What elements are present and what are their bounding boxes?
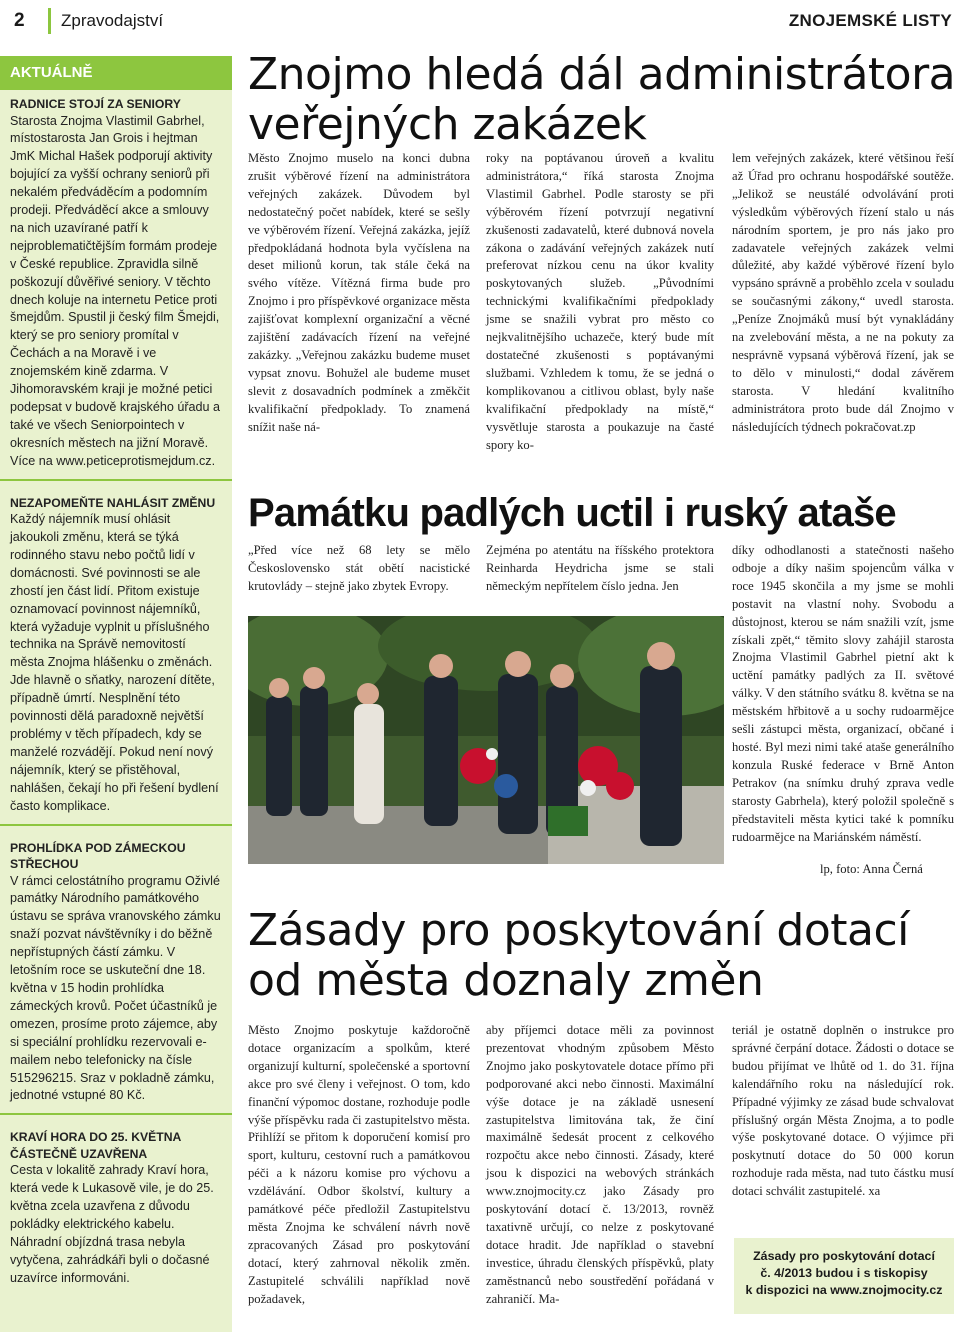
sidebar-item-text: Každý nájemník musí ohlásit jakoukoli změnu, která se týká rodinného stavu nebo počtů lidí v domácnosti. Své povinnosti se ale zhostí jen část lidí. Přitom existuje oznamovací povinnost nájemníků, která vyžaduje vyplnit u příslušného technika na Správě nemovitostí města Znojma hlášenku o změnách. Jde hlavně o sňatky, narození dítěte, případně úmrtí. Nesplnění této povinnosti dělá paradoxně největší problémy v těch případech, kdy se manželé rozvádějí. Pokud není nový nájemník, který se přistěhoval, nahlášen, čekají ho při řešení bydlení často komplikace.: [10, 512, 219, 813]
article-3-column-3: teriál je ostatně doplněn o instrukce pro správné čerpání dotace. Žádosti o dotace se budou přijímat ve lhůtě od 1. do 31. října kalendářního roku na následující rok. Případné výjimky ze zásad bude schvalovat příslušný orgán Města Znojma, a to podle výše poskytované dotace. O výjimce při poskytnutí dotace do 50 000 korun rozhoduje rada města, nad tuto částku musí dotaci schválit zastupitelé. xa: [732, 1023, 954, 1199]
info-box-line-1: Zásady pro poskytování dotací: [753, 1249, 935, 1263]
info-box-line-2: č. 4/2013 budou i s tiskopisy: [760, 1266, 928, 1280]
article-3-column-1: Město Znojmo poskytuje každoročně dotace organizacím a spolkům, které organizují kulturní, společenské a sportovní akce pro své členy i veřejnost. O tom, kdo finanční výpomoc dostane, rozhoduje podle výše příspěvku rada či zastupitelstvo města. Přihlíží se přitom k doporučení komisí pro sport, kulturu, cestovní ruch a památkovou péči a k názoru komise pro výchovu a vzdělávání. Odbor školství, kultury a památkové péče předložil Zastupitelstvu města Znojma ke schválení návrh nově zpracovaných Zásad pro poskytování dotací, který zahrnoval několik změn. Zastupitelé schválili například nově požadavek,: [248, 1023, 470, 1306]
page-header: [0, 0, 960, 44]
sidebar-item-title: RADNICE STOJÍ ZA SENIORY: [10, 97, 181, 111]
article-1-headline-line-2: veřejných zakázek: [248, 99, 647, 150]
sidebar-item-text: V rámci celostátního programu Oživlé památky Národního památkového ústavu se správa vranovského zámku snaží pozvat návštěvníky i do běžně nepřístupných částí zámku. V letošním roce se uskuteční dne 18. května v 15 hodin prohlídka zámeckých krovů. Počet účastníků je omezen, prosíme proto zájemce, aby si speciální prohlídku rezervovali e-mailem nebo telefonicky na čísle 515296215. Sraz v pokladně zámku, jednotné vstupné 80 Kč.: [10, 873, 221, 1103]
sidebar-body: [0, 90, 232, 1288]
article-1-headline-line-1: Znojmo hledá dál administrátora: [248, 49, 956, 100]
page-number: 2: [14, 10, 25, 31]
sidebar-aktualne: [0, 56, 232, 1332]
sidebar-divider: [0, 824, 232, 826]
sidebar-item-title: PROHLÍDKA POD ZÁMECKOU STŘECHOU: [10, 840, 186, 872]
dotace-info-box: [734, 1238, 954, 1314]
sidebar-divider: [0, 479, 232, 481]
article-1-column-1: Město Znojmo muselo na konci dubna zrušit výběrové řízení na administrátora veřejných zakázek. Důvodem byl nedostatečný počet nabídek, které se sešly ve výběrovém řízení. Veřejná zakázka, jejíž předpokládaná hodnota byla vyčíslena na deset milionů korun, tak stále čeká na svého vítěze. Vítězná firma bude pro Znojmo i pro příspěvkové organizace města zajišťovat komplexní organizační a věcné zajištění zadávacích řízení na veřejné zakázky. „Veřejnou zakázku budeme muset vypsat znovu. Bohužel ale budeme muset slevit z dosavadních podmínek a změkčit kvalifikační předpoklady. To znamená snížit naše ná-: [248, 151, 470, 434]
article-3-headline: [248, 906, 960, 1006]
photo-credit: lp, foto: Anna Černá: [820, 862, 923, 876]
article-1-headline: [248, 50, 960, 150]
section-name: Zpravodajství: [48, 8, 163, 34]
sidebar-item-title: KRAVÍ HORA DO 25. KVĚTNA ČÁSTEČNĚ UZAVŘENA: [10, 1130, 181, 1161]
sidebar-item-text: Cesta v lokalitě zahrady Kraví hora, která vede k Lukasově vile, je do 25. května zcela uzavřena z důvodu pokládky elektrického kabelu. Náhradní objízdná trasa nebyla vytyčena, zahrádkáři byli o dočasné uzavírce informováni.: [10, 1163, 214, 1285]
article-1-column-3: lem veřejných zakázek, které většinou řeší až Úřad pro ochranu hospodářské soutěže. „Jelikož se neustálé odvolávání proti výsledkům výběrových řízení stalo u nás národním sportem, je pro nás jako pro zadavatele veřejných zakázek velmi důležité, aby každé výběrové řízení bylo vypsáno správně a proběhlo zcela v souladu se současnými zákony,“ uvedl starosta. „Peníze Znojmáků musí být vynakládány na zvelebování města, a ne na pokuty za nesprávně vypsaná výběrová řízení, jak se to dělo v minulosti,“ dodal závěrem starosta. V hledání kvalitního administrátora proto bude dál Znojmo v následujících týdnech pokračovat.zp: [732, 151, 954, 434]
info-box-line-3: k dispozici na www.znojmocity.cz: [745, 1283, 943, 1297]
article-3-headline-line-1: Zásady pro poskytování dotací: [248, 905, 909, 956]
article-2-headline: Památku padlých uctil i ruský ataše: [248, 491, 896, 535]
article-3-column-2: aby příjemci dotace měli za povinnost prezentovat vhodným způsobem Město Znojmo jako poskytovatele dotace přímo při podporované akci nebo činnosti. Maximální výše dotace je na základě usnesení zastupitelstva limitována tak, že činí maximálně šedesát procent z celkového rozpočtu akce nebo činnosti. Zásady, které jsou k dispozici na webových stránkách www.znojmocity.cz jako Zásady pro poskytování dotací č. 13/2013, rovněž taxativně určují, co nelze z poskytované dotace hradit. Jde například o stavební investice, úhradu členských příspěvků, platy zaměstnanců nebo soustředění pořádaná v zahraničí. Ma-: [486, 1023, 714, 1306]
article-2-column-2: Zejména po atentátu na říšského protektora Reinharda Heydricha jsme se stali německým nepřítelem číslo jedna. Jen: [486, 543, 714, 593]
article-3-headline-line-2: od města doznaly změn: [248, 955, 764, 1006]
article-1-column-2: roky na poptávanou úroveň a kvalitu administrátora,“ říká starosta Znojma Vlastimil Gabrhel. Podle starosty se při výběrovém řízení potvrzují negativní zkušenosti zadavatelů, které dubnová novela zákona o zadávání veřejných zakázek nutí preferovat nízkou cenu na úkor kvality poskytovaných služeb. „Původními technickými kvalifikačními předpoklady jsme se snažili vybrat pro město co nejkvalitnějšího uchazeče, který bude mít dostatečné zkušenosti s poptávanými službami. Vzhledem k tomu, že se jedná o komplikovanou a citlivou oblast, byly naše kvalifikační předpoklady na místě,“ vysvětluje starosta a poukazuje na časté spory ko-: [486, 151, 714, 452]
masthead: ZNOJEMSKÉ LISTY: [788, 11, 952, 30]
article-2-column-3: díky odhodlanosti a statečnosti našeho odboje a díky našim spojencům válka v roce 1945 skončila a my jsme se mohli postavit na vlastní nohy. Svobodu a důstojnost, kterou se nám snažili vzít, jsme získali zpět,“ těmito slovy zahájil starosta Znojma Vlastimil Gabrhel pietní akt k uctění památky padlých za II. světové války. V den státního svátku 8. května se na městském hřbitově a u sochy rudoarmějce sešli zástupci města, organizací, občané i hosté. Byl mezi nimi také ataše generálního konzula Ruské federace v Brně Anton Petrakov (na snímku druhý zprava vedle starosty Gabrhela), který položil společně s představiteli města kytici také k pomníku rudoarmějce na Mariánském náměstí.: [732, 543, 954, 844]
article-2-column-1: „Před více než 68 lety se mělo Československo stát obětí nacistické krutovlády – stejně jako zbytek Evropy.: [248, 543, 470, 593]
sidebar-heading: AKTUÁLNĚ: [0, 56, 232, 90]
ceremony-photo-illustration: [248, 616, 724, 864]
sidebar-divider: [0, 1113, 232, 1115]
ceremony-photo: [248, 616, 724, 864]
sidebar-item-text: Starosta Znojma Vlastimil Gabrhel, místostarosta Jan Grois i hejtman JmK Michal Hašek podporují aktivity bojující za vyšší ochrany seniorů při nekalém předváděcím a podomním prodeji. Předváděcí akce a smlouvy na nich uzavírané patří k nejproblematičtějším formám prodeje v České republice. Zpravidla silně poškozují důvěřivé seniory. V těchto dnech koluje na internetu Petice proti šmejdům. Spustil ji český film Šmejdi, který se pro seniory promítal v Čechách a na Moravě i ve znojemském kině zdarma. V Jihomoravském kraji je možné petici podepsat v budově krajského úřadu a také ve všech Seniorpointech v okresních městech na jižní Moravě. Více na www.peticeprotismejdum.cz.: [10, 113, 221, 468]
sidebar-item-title: NEZAPOMEŇTE NAHLÁSIT ZMĚNU: [10, 495, 216, 510]
